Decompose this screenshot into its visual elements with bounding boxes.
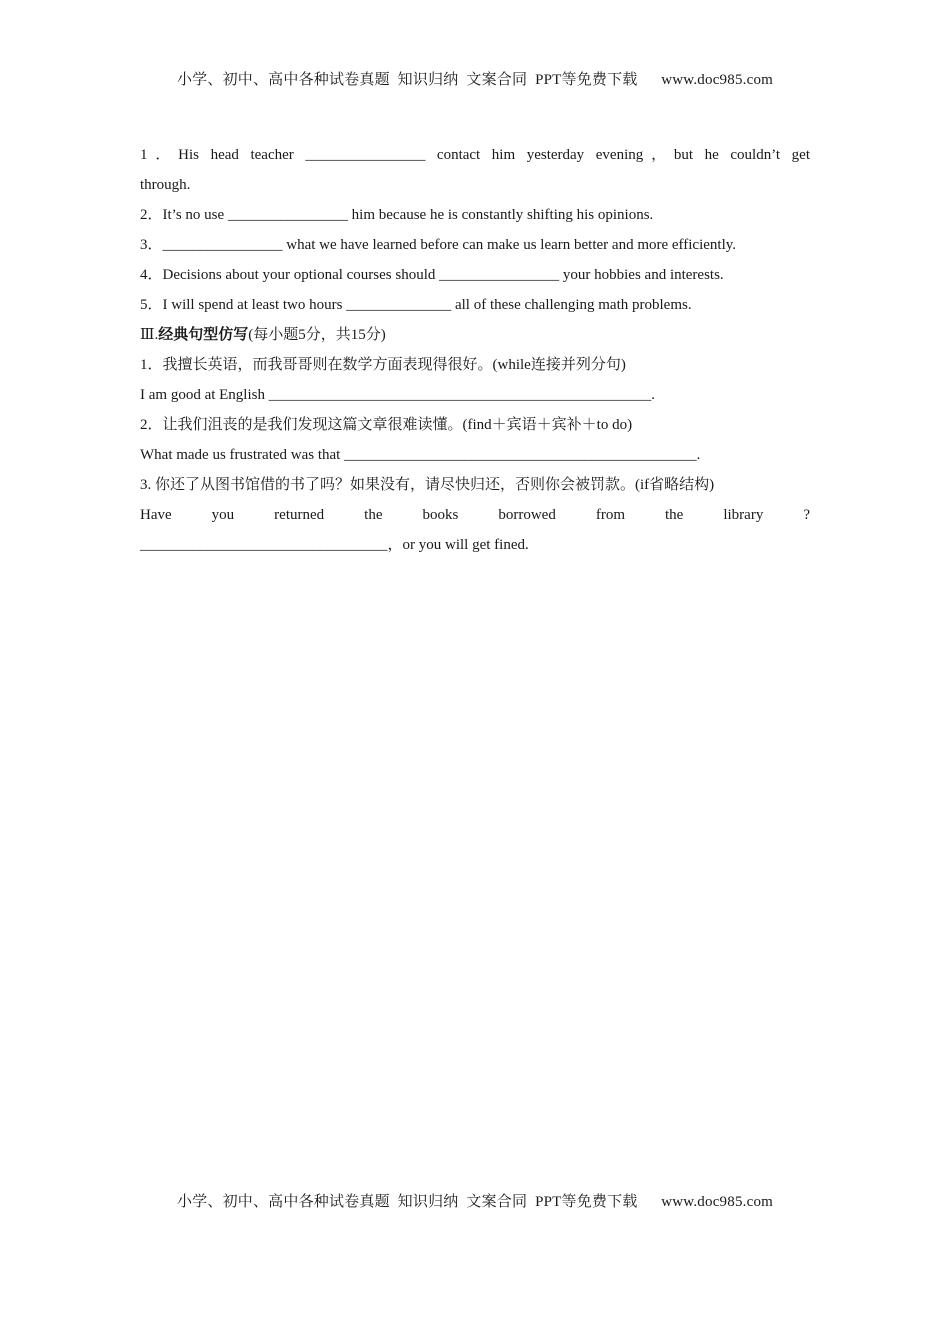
fill-blank-question-2: 2．It’s no use ________________ him because he is constantly shifting his opinions. bbox=[140, 207, 654, 223]
section-3-numeral: Ⅲ. bbox=[140, 327, 159, 343]
fill-blank-question-4: 4．Decisions about your optional courses should ________________ your hobbies and interests. bbox=[140, 267, 724, 283]
sentence-3-prompt: 3. 你还了从图书馆借的书了吗？如果没有，请尽快归还，否则你会被罚款。(if省略结构) bbox=[140, 477, 715, 493]
sentence-3-answer: Have you returned the books borrowed from the library ? bbox=[140, 507, 810, 523]
section-3-scoring: (每小题5分，共15分) bbox=[248, 327, 386, 343]
worksheet-content bbox=[140, 140, 810, 560]
section-3-title: 经典句型仿写 bbox=[158, 327, 249, 343]
sentence-2-prompt: 2．让我们沮丧的是我们发现这篇文章很难读懂。(find＋宾语＋宾补＋to do) bbox=[140, 417, 633, 433]
fill-blank-question-1: 1．His head teacher ________________ contact him yesterday evening，but he couldn’t get bbox=[140, 147, 810, 163]
section-3-heading bbox=[140, 320, 810, 350]
sentence-3-answer-continued: _________________________________，or you will get fined. bbox=[140, 537, 529, 553]
sentence-1-prompt: 1．我擅长英语，而我哥哥则在数学方面表现得很好。(while连接并列分句) bbox=[140, 357, 626, 373]
sentence-2-answer: What made us frustrated was that _______________________________________________. bbox=[140, 447, 701, 463]
page-footer: 小学、初中、高中各种试卷真题 知识归纳 文案合同 PPT等免费下载 www.doc985.com bbox=[176, 1194, 774, 1210]
fill-blank-question-1-continued: through. bbox=[140, 177, 191, 193]
sentence-1-answer: I am good at English ___________________________________________________. bbox=[140, 387, 655, 403]
fill-blank-question-3: 3．________________ what we have learned before can make us learn better and more efficiently. bbox=[140, 237, 737, 253]
page-header: 小学、初中、高中各种试卷真题 知识归纳 文案合同 PPT等免费下载 www.doc985.com bbox=[176, 72, 774, 88]
fill-blank-question-5: 5．I will spend at least two hours ______________ all of these challenging math problems. bbox=[140, 297, 692, 313]
